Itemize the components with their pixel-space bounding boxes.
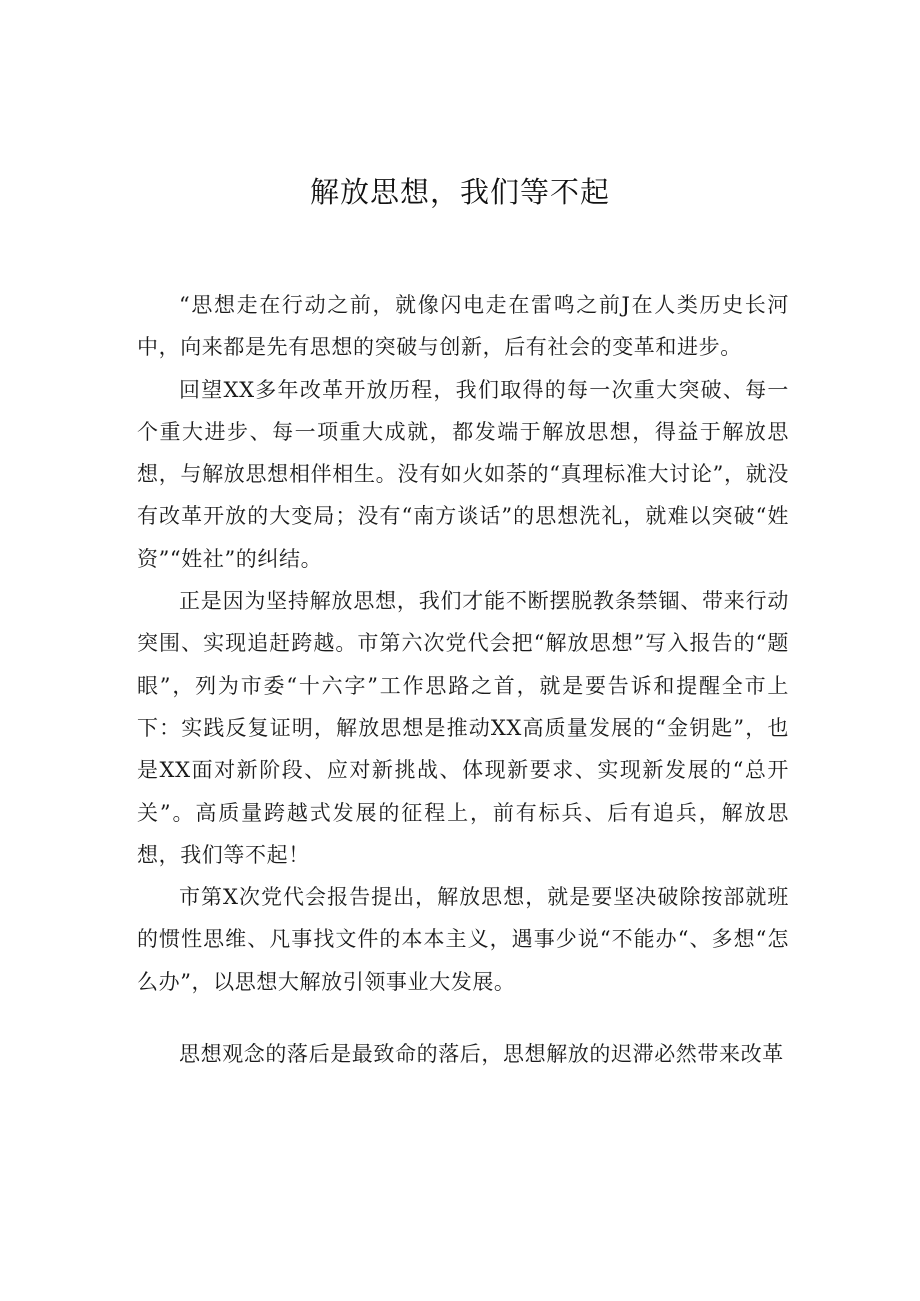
paragraph-5: 思想观念的落后是最致命的落后，思想解放的迟滞必然带来改革	[179, 1042, 784, 1067]
paragraph-4: 市第X次党代会报告提出，解放思想，就是要坚决破除按部就班的惯性思维、凡事找文件的本本主义，遇事少说“不能办“、多想“怎么办”，以思想大解放引领事业大发展。	[137, 885, 789, 994]
document-title: 解放思想，我们等不起	[309, 175, 610, 209]
paragraph-1: “思想走在行动之前，就像闪电走在雷鸣之前J在人类历史长河中，向来都是先有思想的突破与创新，后有社会的变革和进步。	[137, 293, 789, 360]
paragraph-3: 正是因为坚持解放思想，我们才能不断摆脱教条禁锢、带来行动突围、实现追赶跨越。市第六次党代会把“解放思想”写入报告的“题眼”，列为市委“十六字”工作思路之首，就是要告诉和提醒全市上下：实践反复证明，解放思想是推动XX高质量发展的“金钥匙”，也是XX面对新阶段、应对新挑战、体现新要求、实现新发展的“总开关”。高质量跨越式发展的征程上，前有标兵、后有追兵，解放思想，我们等不起！	[137, 589, 789, 867]
document-body	[137, 284, 789, 1075]
paragraph-2: 回望XX多年改革开放历程，我们取得的每一次重大突破、每一个重大进步、每一项重大成就，都发端于解放思想，得益于解放思想，与解放思想相伴相生。没有如火如荼的“真理标准大讨论”，就没有改革开放的大变局；没有“南方谈话”的思想洗礼，就难以突破“姓资”“姓社”的纠结。	[137, 377, 789, 571]
